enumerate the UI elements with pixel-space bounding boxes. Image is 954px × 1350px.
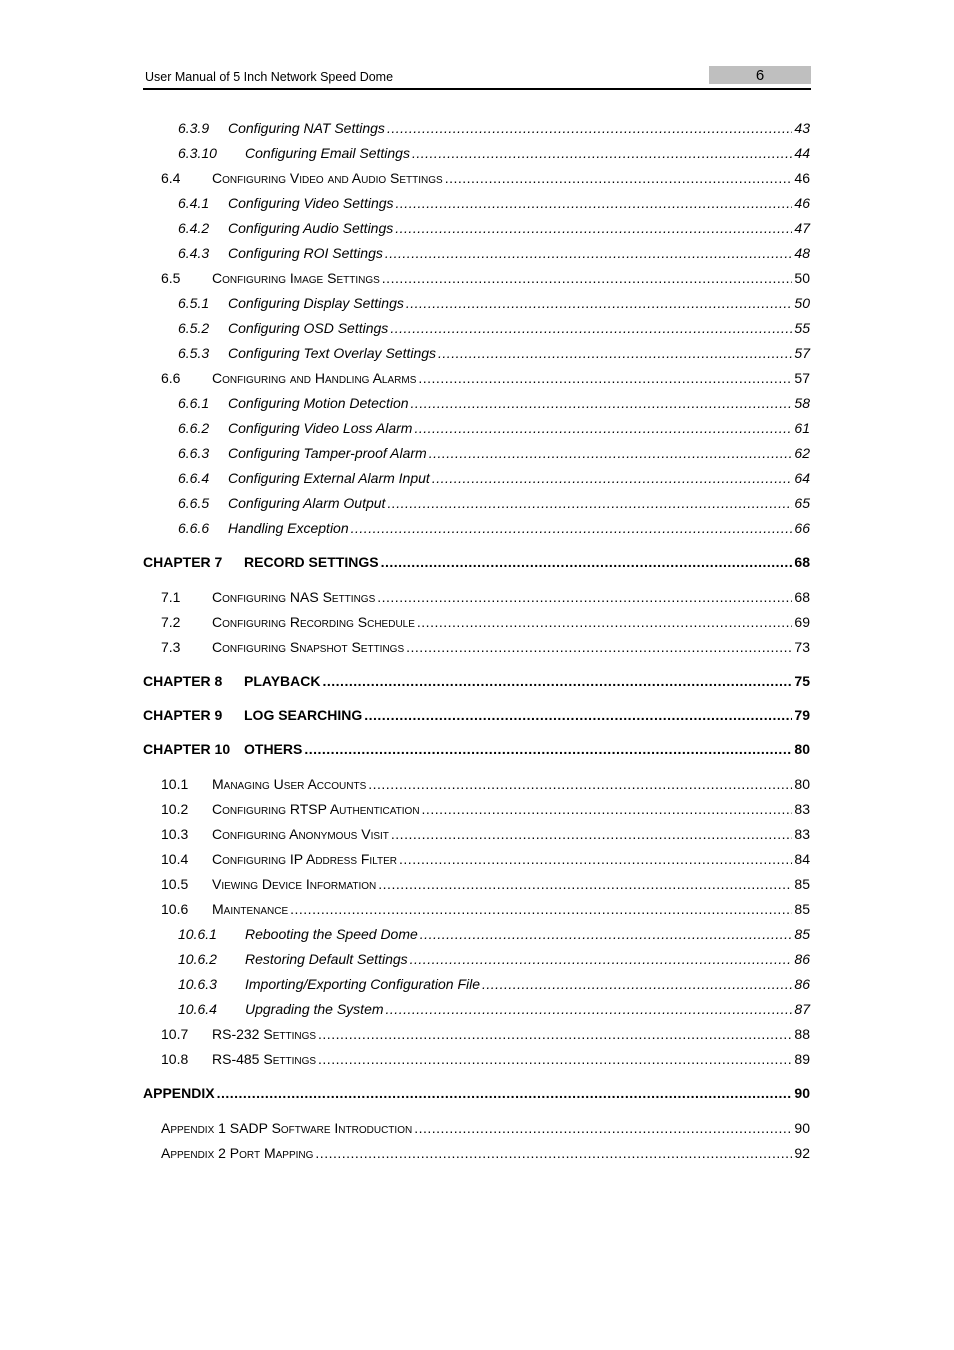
toc-entry-number: 6.4.2 xyxy=(178,220,210,236)
toc-entry-page: 46 xyxy=(794,170,810,186)
toc-entry-title: Appendix 2 Port Mapping xyxy=(161,1145,314,1161)
toc-entry-page: 79 xyxy=(794,707,810,723)
toc-entry-number: 10.1 xyxy=(161,776,189,792)
toc-entry[interactable] xyxy=(143,899,810,919)
dot-leader xyxy=(381,552,793,572)
toc-chapter-entry[interactable] xyxy=(143,705,810,725)
toc-entry-page: 90 xyxy=(794,1085,810,1101)
toc-entry-number: 10.2 xyxy=(161,801,189,817)
dot-leader xyxy=(382,268,793,288)
toc-entry-page: 80 xyxy=(794,741,810,757)
dot-leader xyxy=(410,949,793,969)
toc-entry[interactable] xyxy=(143,518,810,538)
toc-entry-page: 46 xyxy=(794,195,810,211)
dot-leader xyxy=(438,343,792,363)
dot-leader xyxy=(387,493,792,513)
dot-leader xyxy=(399,849,792,869)
dot-leader xyxy=(377,587,792,607)
toc-entry-page: 90 xyxy=(794,1120,810,1136)
toc-entry-page: 57 xyxy=(794,370,810,386)
dot-leader xyxy=(351,518,793,538)
toc-entry-page: 85 xyxy=(794,901,810,917)
toc-entry-number: 7.2 xyxy=(161,614,181,630)
toc-entry-title: Configuring ROI Settings xyxy=(228,245,383,261)
toc-entry-number: 10.6.2 xyxy=(178,951,217,967)
dot-leader xyxy=(420,924,793,944)
toc-entry-title: PLAYBACK xyxy=(244,673,321,689)
toc-entry[interactable] xyxy=(143,343,810,363)
toc-entry[interactable] xyxy=(143,1024,810,1044)
toc-entry-number: 10.8 xyxy=(161,1051,189,1067)
toc-entry-page: 92 xyxy=(794,1145,810,1161)
toc-entry-title: OTHERS xyxy=(244,741,303,757)
toc-entry-title: Upgrading the System xyxy=(245,1001,384,1017)
toc-entry-title: Importing/Exporting Configuration File xyxy=(245,976,481,992)
dot-leader xyxy=(414,418,792,438)
toc-entry-page: 65 xyxy=(794,495,810,511)
toc-entry[interactable] xyxy=(143,587,810,607)
toc-entry-title: Configuring Image Settings xyxy=(212,270,380,286)
toc-entry-title: Configuring Alarm Output xyxy=(228,495,386,511)
toc-entry-title: Configuring Video and Audio Settings xyxy=(212,170,443,186)
toc-chapter-entry[interactable] xyxy=(143,1083,810,1103)
toc-entry-number: 10.6.1 xyxy=(178,926,217,942)
dot-leader xyxy=(406,637,792,657)
toc-entry-title: RS-232 Settings xyxy=(212,1026,317,1042)
toc-entry[interactable] xyxy=(143,1143,810,1163)
toc-entry[interactable] xyxy=(143,143,810,163)
toc-entry[interactable] xyxy=(143,468,810,488)
toc-entry-title: Handling Exception xyxy=(228,520,349,536)
toc-entry[interactable] xyxy=(143,974,810,994)
toc-entry-number: 7.1 xyxy=(161,589,181,605)
toc-entry-page: 58 xyxy=(794,395,810,411)
toc-entry-number: 6.4.3 xyxy=(178,245,210,261)
toc-entry-page: 69 xyxy=(794,614,810,630)
dot-leader xyxy=(396,193,793,213)
toc-entry-number: CHAPTER 10 xyxy=(143,741,231,757)
toc-entry[interactable] xyxy=(143,243,810,263)
toc-entry-number: 6.3.9 xyxy=(178,120,210,136)
dot-leader xyxy=(323,671,793,691)
toc-entry-page: 44 xyxy=(794,145,810,161)
toc-entry[interactable] xyxy=(143,999,810,1019)
dot-leader xyxy=(386,999,793,1019)
toc-entry[interactable] xyxy=(143,924,810,944)
toc-entry[interactable] xyxy=(143,368,810,388)
toc-entry-page: 57 xyxy=(794,345,810,361)
toc-entry-title: RS-485 Settings xyxy=(212,1051,317,1067)
toc-entry-title: Configuring and Handling Alarms xyxy=(212,370,417,386)
dot-leader xyxy=(315,1143,792,1163)
dot-leader xyxy=(406,293,793,313)
dot-leader xyxy=(387,118,792,138)
document-title: User Manual of 5 Inch Network Speed Dome xyxy=(145,70,394,84)
toc-entry-page: 43 xyxy=(794,120,810,136)
dot-leader xyxy=(290,899,792,919)
toc-entry-number: CHAPTER 8 xyxy=(143,673,223,689)
toc-entry-number: 6.5 xyxy=(161,270,181,286)
dot-leader xyxy=(418,368,792,388)
toc-entry-title: Rebooting the Speed Dome xyxy=(245,926,418,942)
dot-leader xyxy=(482,974,792,994)
dot-leader xyxy=(390,318,792,338)
toc-entry-title: Configuring Motion Detection xyxy=(228,395,409,411)
toc-entry-page: 85 xyxy=(794,876,810,892)
toc-entry[interactable] xyxy=(143,418,810,438)
toc-entry-number: 6.3.10 xyxy=(178,145,217,161)
toc-chapter-entry[interactable] xyxy=(143,552,810,572)
toc-entry-title: APPENDIX xyxy=(143,1085,215,1101)
toc-entry-number: 6.6.3 xyxy=(178,445,210,461)
toc-entry-page: 87 xyxy=(794,1001,810,1017)
toc-entry-page: 66 xyxy=(794,520,810,536)
toc-entry[interactable] xyxy=(143,874,810,894)
toc-entry[interactable] xyxy=(143,393,810,413)
toc-entry[interactable] xyxy=(143,612,810,632)
toc-entry-page: 62 xyxy=(794,445,810,461)
page-number: 6 xyxy=(709,66,811,84)
toc-entry[interactable] xyxy=(143,118,810,138)
toc-entry-number: 6.4 xyxy=(161,170,181,186)
toc-entry-number: 10.6 xyxy=(161,901,189,917)
toc-entry-page: 75 xyxy=(794,673,810,689)
toc-entry-title: Maintenance xyxy=(212,901,289,917)
toc-entry-number: 10.5 xyxy=(161,876,189,892)
toc-entry-page: 86 xyxy=(794,951,810,967)
toc-entry-title: Configuring Snapshot Settings xyxy=(212,639,405,655)
toc-entry-number: 10.6.4 xyxy=(178,1001,217,1017)
toc-entry-number: 7.3 xyxy=(161,639,181,655)
toc-chapter-entry[interactable] xyxy=(143,739,810,759)
toc-chapter-entry[interactable] xyxy=(143,671,810,691)
toc-entry-title: Configuring Tamper-proof Alarm xyxy=(228,445,427,461)
toc-entry-title: Appendix 1 SADP Software Introduction xyxy=(161,1120,413,1136)
toc-entry[interactable] xyxy=(143,218,810,238)
toc-entry-page: 89 xyxy=(794,1051,810,1067)
toc-entry-number: 6.6.6 xyxy=(178,520,210,536)
toc-entry-title: Configuring NAT Settings xyxy=(228,120,385,136)
dot-leader xyxy=(368,774,792,794)
dot-leader xyxy=(417,612,793,632)
toc-entry-page: 86 xyxy=(794,976,810,992)
toc-entry[interactable] xyxy=(143,193,810,213)
toc-entry-number: 10.6.3 xyxy=(178,976,217,992)
toc-entry-page: 88 xyxy=(794,1026,810,1042)
dot-leader xyxy=(378,874,792,894)
toc-entry[interactable] xyxy=(143,849,810,869)
toc-entry-title: Configuring IP Address Filter xyxy=(212,851,398,867)
toc-entry-page: 47 xyxy=(794,220,810,236)
toc-entry-title: Configuring Text Overlay Settings xyxy=(228,345,437,361)
dot-leader xyxy=(318,1049,792,1069)
toc-entry-title: Configuring OSD Settings xyxy=(228,320,389,336)
toc-entry[interactable] xyxy=(143,949,810,969)
toc-entry-page: 84 xyxy=(794,851,810,867)
dot-leader xyxy=(414,1118,792,1138)
toc-entry-page: 83 xyxy=(794,801,810,817)
toc-entry[interactable] xyxy=(143,268,810,288)
toc-entry-page: 50 xyxy=(794,270,810,286)
toc-entry-number: 6.6 xyxy=(161,370,181,386)
dot-leader xyxy=(411,393,793,413)
toc-entry-page: 83 xyxy=(794,826,810,842)
toc-entry[interactable] xyxy=(143,1049,810,1069)
toc-entry-title: Configuring Recording Schedule xyxy=(212,614,415,630)
toc-entry-number: 6.5.3 xyxy=(178,345,210,361)
toc-entry-page: 55 xyxy=(794,320,810,336)
dot-leader xyxy=(445,168,793,188)
toc-entry[interactable] xyxy=(143,443,810,463)
toc-entry-title: Managing User Accounts xyxy=(212,776,367,792)
toc-entry-page: 50 xyxy=(794,295,810,311)
toc-entry-number: 6.6.2 xyxy=(178,420,210,436)
page-header xyxy=(143,64,811,90)
toc-entry-title: Configuring Email Settings xyxy=(245,145,410,161)
toc-entry-number: 6.5.2 xyxy=(178,320,210,336)
toc-entry-page: 85 xyxy=(794,926,810,942)
toc-entry[interactable] xyxy=(143,637,810,657)
toc-entry-number: 6.4.1 xyxy=(178,195,210,211)
toc-entry[interactable] xyxy=(143,293,810,313)
dot-leader xyxy=(217,1083,793,1103)
toc-entry-number: 10.7 xyxy=(161,1026,189,1042)
toc-entry-page: 48 xyxy=(794,245,810,261)
dot-leader xyxy=(422,799,793,819)
toc-entry-number: 6.5.1 xyxy=(178,295,210,311)
dot-leader xyxy=(385,243,793,263)
toc-entry-number: 10.4 xyxy=(161,851,189,867)
toc-entry-number: 6.6.1 xyxy=(178,395,210,411)
toc-entry-title: Restoring Default Settings xyxy=(245,951,408,967)
dot-leader xyxy=(391,824,793,844)
toc-entry-number: CHAPTER 7 xyxy=(143,554,223,570)
toc-entry-title: Configuring Anonymous Visit xyxy=(212,826,389,842)
toc-entry-page: 80 xyxy=(794,776,810,792)
toc-entry-page: 68 xyxy=(794,554,810,570)
dot-leader xyxy=(412,143,792,163)
dot-leader xyxy=(364,705,792,725)
toc-entry[interactable] xyxy=(143,799,810,819)
toc-entry-number: 10.3 xyxy=(161,826,189,842)
toc-entry-page: 68 xyxy=(794,589,810,605)
toc-entry[interactable] xyxy=(143,493,810,513)
toc-entry-title: RECORD SETTINGS xyxy=(244,554,379,570)
toc-entry-title: Configuring RTSP Authentication xyxy=(212,801,420,817)
toc-entry[interactable] xyxy=(143,168,810,188)
toc-entry[interactable] xyxy=(143,824,810,844)
toc-entry-title: Configuring Video Settings xyxy=(228,195,394,211)
toc-entry-title: Configuring External Alarm Input xyxy=(228,470,430,486)
toc-entry-title: LOG SEARCHING xyxy=(244,707,363,723)
toc-entry-page: 64 xyxy=(794,470,810,486)
toc-entry-title: Configuring Display Settings xyxy=(228,295,404,311)
toc-entry-title: Configuring Audio Settings xyxy=(228,220,394,236)
toc-entry-title: Configuring Video Loss Alarm xyxy=(228,420,413,436)
toc-entry-page: 61 xyxy=(794,420,810,436)
toc-entry-number: 6.6.5 xyxy=(178,495,210,511)
dot-leader xyxy=(432,468,793,488)
toc-entry-title: Viewing Device Information xyxy=(212,876,377,892)
toc-entry-number: 6.6.4 xyxy=(178,470,210,486)
toc-entry[interactable] xyxy=(143,774,810,794)
dot-leader xyxy=(395,218,792,238)
toc-entry[interactable] xyxy=(143,1118,810,1138)
toc-entry-title: Configuring NAS Settings xyxy=(212,589,376,605)
dot-leader xyxy=(318,1024,792,1044)
toc-entry-number: CHAPTER 9 xyxy=(143,707,223,723)
dot-leader xyxy=(304,739,792,759)
toc-entry[interactable] xyxy=(143,318,810,338)
dot-leader xyxy=(429,443,793,463)
toc-entry-page: 73 xyxy=(794,639,810,655)
